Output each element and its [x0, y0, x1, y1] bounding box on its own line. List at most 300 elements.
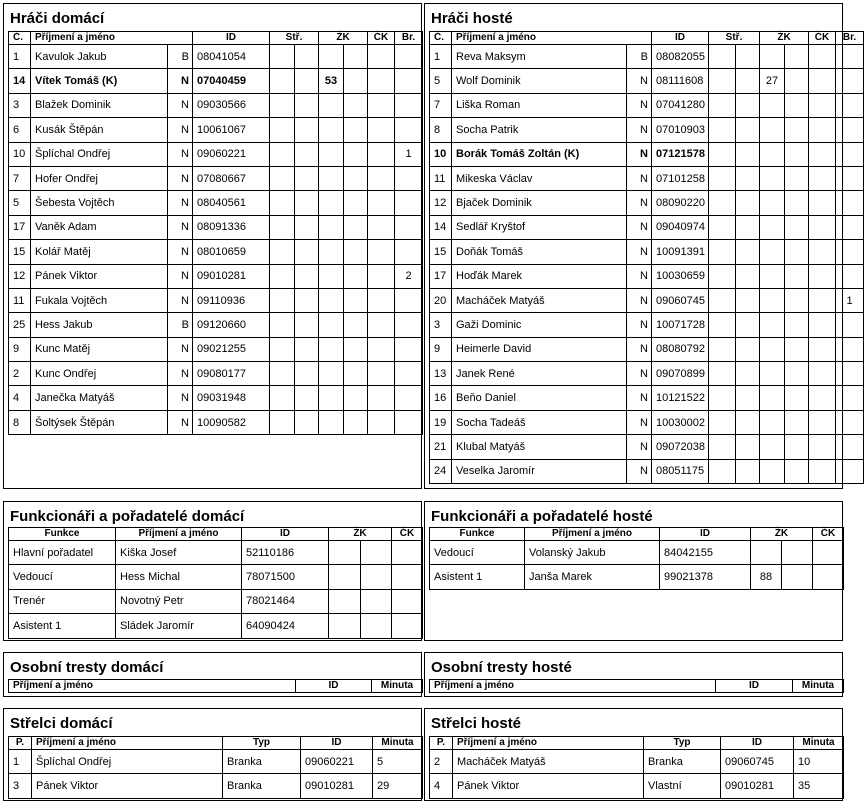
player-row: [9, 386, 423, 410]
player-id: 08080792: [652, 337, 709, 361]
player-red-card: [809, 264, 836, 288]
player-goals: [270, 410, 295, 434]
player-yellow-card-2: [785, 288, 809, 312]
player-goals-2: [736, 313, 760, 337]
player-yellow-card: [760, 191, 785, 215]
player-goals: [709, 118, 736, 142]
player-type: B: [168, 313, 193, 337]
player-row: [9, 69, 423, 93]
player-number: 4: [9, 386, 31, 410]
player-goals: [709, 191, 736, 215]
player-name: Šplíchal Ondřej: [31, 142, 168, 166]
player-red-card: [809, 410, 836, 434]
scorer-id: 09060221: [301, 750, 373, 774]
player-goals: [709, 45, 736, 69]
player-red-card: [809, 337, 836, 361]
player-name: Heimerle David: [452, 337, 627, 361]
player-yellow-card-2: [344, 166, 368, 190]
home-penalties-title: Osobní tresty domácí: [10, 659, 164, 676]
player-goals: [270, 386, 295, 410]
player-type: N: [168, 240, 193, 264]
player-red-card: [368, 386, 395, 410]
official-yellow-card: [751, 541, 782, 565]
player-red-card: [368, 142, 395, 166]
player-yellow-card: [319, 288, 344, 312]
player-id: 09030566: [193, 93, 270, 117]
player-number: 7: [430, 93, 452, 117]
player-name: Janek René: [452, 362, 627, 386]
player-number: 20: [430, 288, 452, 312]
col-minute: Minuta: [373, 737, 423, 750]
official-role: Asistent 1: [430, 565, 525, 589]
scorer-id: 09010281: [721, 774, 794, 798]
scorer-name: Pánek Viktor: [32, 774, 223, 798]
player-row: [9, 142, 423, 166]
player-goals-2: [736, 142, 760, 166]
player-gk: [836, 118, 864, 142]
player-yellow-card-2: [344, 240, 368, 264]
player-yellow-card: 27: [760, 69, 785, 93]
player-type: N: [627, 240, 652, 264]
col-yellow: ŽK: [760, 32, 809, 45]
player-row: [430, 240, 864, 264]
player-goals: [270, 191, 295, 215]
player-number: 15: [430, 240, 452, 264]
player-goals-2: [295, 93, 319, 117]
player-red-card: [368, 45, 395, 69]
player-gk: 2: [395, 264, 423, 288]
col-role: Funkce: [430, 528, 525, 541]
player-goals: [709, 313, 736, 337]
player-red-card: [368, 410, 395, 434]
official-row: [9, 589, 423, 613]
official-id: 64090424: [242, 614, 329, 638]
player-yellow-card-2: [785, 386, 809, 410]
player-yellow-card: [319, 191, 344, 215]
player-gk: [836, 215, 864, 239]
player-id: 07010903: [652, 118, 709, 142]
player-yellow-card-2: [785, 118, 809, 142]
player-number: 7: [9, 166, 31, 190]
player-red-card: [368, 69, 395, 93]
official-red-card: [392, 589, 423, 613]
player-goals: [709, 459, 736, 483]
player-row: [430, 215, 864, 239]
player-goals-2: [736, 240, 760, 264]
player-id: 09021255: [193, 337, 270, 361]
official-red-card: [392, 541, 423, 565]
player-name: Doňák Tomáš: [452, 240, 627, 264]
official-id: 78071500: [242, 565, 329, 589]
player-id: 07080667: [193, 166, 270, 190]
official-row: [9, 565, 423, 589]
player-type: N: [168, 288, 193, 312]
player-type: N: [168, 215, 193, 239]
player-type: N: [168, 166, 193, 190]
player-red-card: [809, 69, 836, 93]
col-goals: Stř.: [270, 32, 319, 45]
player-gk: [836, 337, 864, 361]
official-name: Kiška Josef: [116, 541, 242, 565]
player-id: 09070899: [652, 362, 709, 386]
player-gk: [395, 313, 423, 337]
col-name: Příjmení a jméno: [430, 680, 716, 693]
player-yellow-card: [760, 362, 785, 386]
scorer-minute: 29: [373, 774, 423, 798]
player-row: [430, 410, 864, 434]
player-gk: [395, 69, 423, 93]
player-type: N: [627, 191, 652, 215]
player-row: [430, 459, 864, 483]
player-yellow-card: [760, 337, 785, 361]
player-red-card: [368, 337, 395, 361]
player-name: Janečka Matyáš: [31, 386, 168, 410]
player-number: 6: [9, 118, 31, 142]
player-yellow-card: [760, 410, 785, 434]
player-yellow-card-2: [785, 362, 809, 386]
scorer-id: 09060745: [721, 750, 794, 774]
col-name: Příjmení a jméno: [32, 737, 223, 750]
player-red-card: [809, 288, 836, 312]
player-id: 08091336: [193, 215, 270, 239]
player-name: Vítek Tomáš (K): [31, 69, 168, 93]
player-type: N: [168, 362, 193, 386]
player-type: N: [168, 264, 193, 288]
player-name: Blažek Dominik: [31, 93, 168, 117]
player-number: 2: [9, 362, 31, 386]
player-goals: [270, 118, 295, 142]
col-id: ID: [652, 32, 709, 45]
player-name: Reva Maksym: [452, 45, 627, 69]
player-goals: [270, 362, 295, 386]
player-type: B: [627, 45, 652, 69]
col-gk: Br.: [395, 32, 423, 45]
player-number: 24: [430, 459, 452, 483]
player-yellow-card: [760, 459, 785, 483]
scorer-id: 09010281: [301, 774, 373, 798]
player-type: B: [168, 45, 193, 69]
official-yellow-card-2: [361, 565, 392, 589]
home-officials-title: Funkcionáři a pořadatelé domácí: [10, 508, 245, 525]
player-type: N: [168, 118, 193, 142]
away-scorers-table: [429, 736, 844, 799]
away-officials-table: [429, 527, 844, 590]
col-id: ID: [660, 528, 751, 541]
player-goals-2: [736, 191, 760, 215]
official-row: [430, 565, 844, 589]
official-yellow-card-2: [361, 541, 392, 565]
player-number: 25: [9, 313, 31, 337]
scorer-type: Branka: [223, 774, 301, 798]
player-goals: [709, 337, 736, 361]
player-id: 10121522: [652, 386, 709, 410]
official-role: Vedoucí: [9, 565, 116, 589]
player-id: 08090220: [652, 191, 709, 215]
col-red: ČK: [392, 528, 423, 541]
official-name: Novotný Petr: [116, 589, 242, 613]
player-goals: [709, 435, 736, 459]
scorer-minute: 10: [794, 750, 844, 774]
player-yellow-card: [319, 93, 344, 117]
official-red-card: [392, 565, 423, 589]
scorer-minute: 5: [373, 750, 423, 774]
player-row: [9, 337, 423, 361]
player-row: [9, 45, 423, 69]
player-red-card: [809, 45, 836, 69]
player-number: 15: [9, 240, 31, 264]
player-gk: [395, 191, 423, 215]
player-name: Gaži Dominic: [452, 313, 627, 337]
player-number: 14: [9, 69, 31, 93]
player-goals: [270, 288, 295, 312]
player-type: N: [627, 410, 652, 434]
player-number: 12: [430, 191, 452, 215]
player-red-card: [809, 362, 836, 386]
player-yellow-card-2: [785, 69, 809, 93]
player-id: 10091391: [652, 240, 709, 264]
player-id: 07101258: [652, 166, 709, 190]
player-id: 09031948: [193, 386, 270, 410]
player-goals-2: [736, 386, 760, 410]
player-gk: [836, 45, 864, 69]
player-yellow-card-2: [344, 264, 368, 288]
scorer-row: [9, 750, 423, 774]
official-id: 78021464: [242, 589, 329, 613]
player-row: [430, 288, 864, 312]
player-yellow-card-2: [785, 313, 809, 337]
player-id: 08111608: [652, 69, 709, 93]
player-id: 09060745: [652, 288, 709, 312]
official-yellow-card: 88: [751, 565, 782, 589]
player-gk: [836, 264, 864, 288]
player-number: 3: [430, 313, 452, 337]
official-yellow-card: [329, 589, 361, 613]
player-yellow-card-2: [785, 45, 809, 69]
player-gk: [836, 459, 864, 483]
player-id: 08051175: [652, 459, 709, 483]
player-goals-2: [736, 69, 760, 93]
scorer-row: [430, 774, 844, 798]
player-id: 09080177: [193, 362, 270, 386]
player-goals-2: [736, 93, 760, 117]
col-goals: Stř.: [709, 32, 760, 45]
player-goals: [270, 69, 295, 93]
player-name: Sedlář Kryštof: [452, 215, 627, 239]
col-yellow: ŽK: [751, 528, 813, 541]
player-type: N: [168, 142, 193, 166]
home-officials-table: [8, 527, 423, 639]
player-yellow-card-2: [785, 435, 809, 459]
player-id: 08010659: [193, 240, 270, 264]
player-number: 17: [9, 215, 31, 239]
player-gk: [836, 435, 864, 459]
player-red-card: [809, 459, 836, 483]
player-yellow-card-2: [344, 69, 368, 93]
away-players-table: [429, 31, 864, 484]
col-gk: Br.: [836, 32, 864, 45]
col-id: ID: [296, 680, 372, 693]
official-red-card: [813, 541, 844, 565]
player-yellow-card-2: [344, 386, 368, 410]
player-goals-2: [736, 410, 760, 434]
player-id: 07040459: [193, 69, 270, 93]
player-yellow-card-2: [785, 142, 809, 166]
col-no: Č.: [430, 32, 452, 45]
player-yellow-card: [760, 215, 785, 239]
player-name: Šoltýsek Štěpán: [31, 410, 168, 434]
player-goals-2: [295, 410, 319, 434]
player-row: [9, 215, 423, 239]
away-penalties-table: [429, 679, 844, 693]
player-gk: [836, 410, 864, 434]
player-goals-2: [295, 142, 319, 166]
player-gk: [395, 45, 423, 69]
col-type: Typ: [223, 737, 301, 750]
player-gk: [395, 215, 423, 239]
player-yellow-card: [760, 386, 785, 410]
player-goals-2: [736, 459, 760, 483]
player-goals-2: [295, 240, 319, 264]
player-type: N: [627, 386, 652, 410]
official-yellow-card: [329, 541, 361, 565]
player-name: Hofer Ondřej: [31, 166, 168, 190]
player-type: N: [627, 93, 652, 117]
player-id: 08082055: [652, 45, 709, 69]
player-yellow-card: [760, 93, 785, 117]
player-row: [430, 191, 864, 215]
player-name: Fukala Vojtěch: [31, 288, 168, 312]
player-number: 1: [9, 45, 31, 69]
player-row: [9, 240, 423, 264]
player-number: 3: [9, 93, 31, 117]
player-id: 10061067: [193, 118, 270, 142]
official-role: Asistent 1: [9, 614, 116, 638]
official-name: Volanský Jakub: [525, 541, 660, 565]
player-name: Liška Roman: [452, 93, 627, 117]
player-type: N: [168, 191, 193, 215]
player-goals-2: [736, 118, 760, 142]
player-yellow-card-2: [785, 459, 809, 483]
player-id: 08041054: [193, 45, 270, 69]
player-red-card: [809, 435, 836, 459]
home-scorers-title: Střelci domácí: [10, 715, 113, 732]
away-players-section: [424, 3, 857, 489]
player-goals-2: [295, 264, 319, 288]
col-p: P.: [430, 737, 453, 750]
player-red-card: [368, 118, 395, 142]
player-goals-2: [736, 166, 760, 190]
player-yellow-card-2: [785, 264, 809, 288]
player-goals: [270, 264, 295, 288]
player-number: 19: [430, 410, 452, 434]
player-goals-2: [736, 362, 760, 386]
player-yellow-card: [319, 45, 344, 69]
col-name: Příjmení a jméno: [9, 680, 296, 693]
player-gk: [836, 191, 864, 215]
player-yellow-card: [760, 288, 785, 312]
player-yellow-card-2: [344, 191, 368, 215]
official-id: 52110186: [242, 541, 329, 565]
official-yellow-card-2: [361, 589, 392, 613]
player-yellow-card: [319, 215, 344, 239]
official-red-card: [392, 614, 423, 638]
player-type: N: [168, 410, 193, 434]
player-red-card: [809, 313, 836, 337]
player-type: N: [627, 288, 652, 312]
official-name: Janša Marek: [525, 565, 660, 589]
player-id: 09010281: [193, 264, 270, 288]
col-id: ID: [193, 32, 270, 45]
player-gk: [395, 93, 423, 117]
player-goals-2: [295, 313, 319, 337]
player-name: Kunc Ondřej: [31, 362, 168, 386]
player-goals-2: [295, 45, 319, 69]
player-number: 8: [430, 118, 452, 142]
scorer-row: [430, 750, 844, 774]
player-goals-2: [295, 288, 319, 312]
official-red-card: [813, 565, 844, 589]
player-yellow-card: [319, 313, 344, 337]
player-row: [9, 118, 423, 142]
player-goals: [709, 240, 736, 264]
player-number: 5: [9, 191, 31, 215]
player-row: [430, 93, 864, 117]
player-type: N: [627, 166, 652, 190]
col-id: ID: [721, 737, 794, 750]
player-yellow-card-2: [344, 313, 368, 337]
player-type: N: [168, 69, 193, 93]
official-yellow-card: [329, 565, 361, 589]
player-type: N: [627, 337, 652, 361]
player-gk: [395, 288, 423, 312]
player-goals-2: [736, 215, 760, 239]
player-type: N: [627, 435, 652, 459]
player-id: 10030659: [652, 264, 709, 288]
player-yellow-card: [319, 142, 344, 166]
player-gk: [836, 313, 864, 337]
player-yellow-card-2: [785, 215, 809, 239]
away-penalties-section: [424, 652, 843, 697]
player-row: [9, 191, 423, 215]
away-scorers-title: Střelci hosté: [431, 715, 522, 732]
scorer-type: Branka: [644, 750, 721, 774]
player-number: 13: [430, 362, 452, 386]
official-id: 84042155: [660, 541, 751, 565]
player-id: 10030002: [652, 410, 709, 434]
col-red: ČK: [809, 32, 836, 45]
player-id: 09072038: [652, 435, 709, 459]
player-yellow-card-2: [344, 93, 368, 117]
player-goals: [709, 69, 736, 93]
player-yellow-card-2: [785, 410, 809, 434]
col-no: Č.: [9, 32, 31, 45]
player-goals: [270, 142, 295, 166]
player-yellow-card-2: [344, 337, 368, 361]
player-red-card: [809, 93, 836, 117]
player-row: [430, 313, 864, 337]
official-yellow-card-2: [782, 541, 813, 565]
player-name: Klubal Matyáš: [452, 435, 627, 459]
scorer-order: 3: [9, 774, 32, 798]
player-type: N: [168, 386, 193, 410]
player-yellow-card: [760, 240, 785, 264]
player-red-card: [809, 142, 836, 166]
player-red-card: [368, 191, 395, 215]
col-minute: Minuta: [794, 737, 844, 750]
player-gk: 1: [395, 142, 423, 166]
player-row: [430, 69, 864, 93]
player-red-card: [368, 166, 395, 190]
